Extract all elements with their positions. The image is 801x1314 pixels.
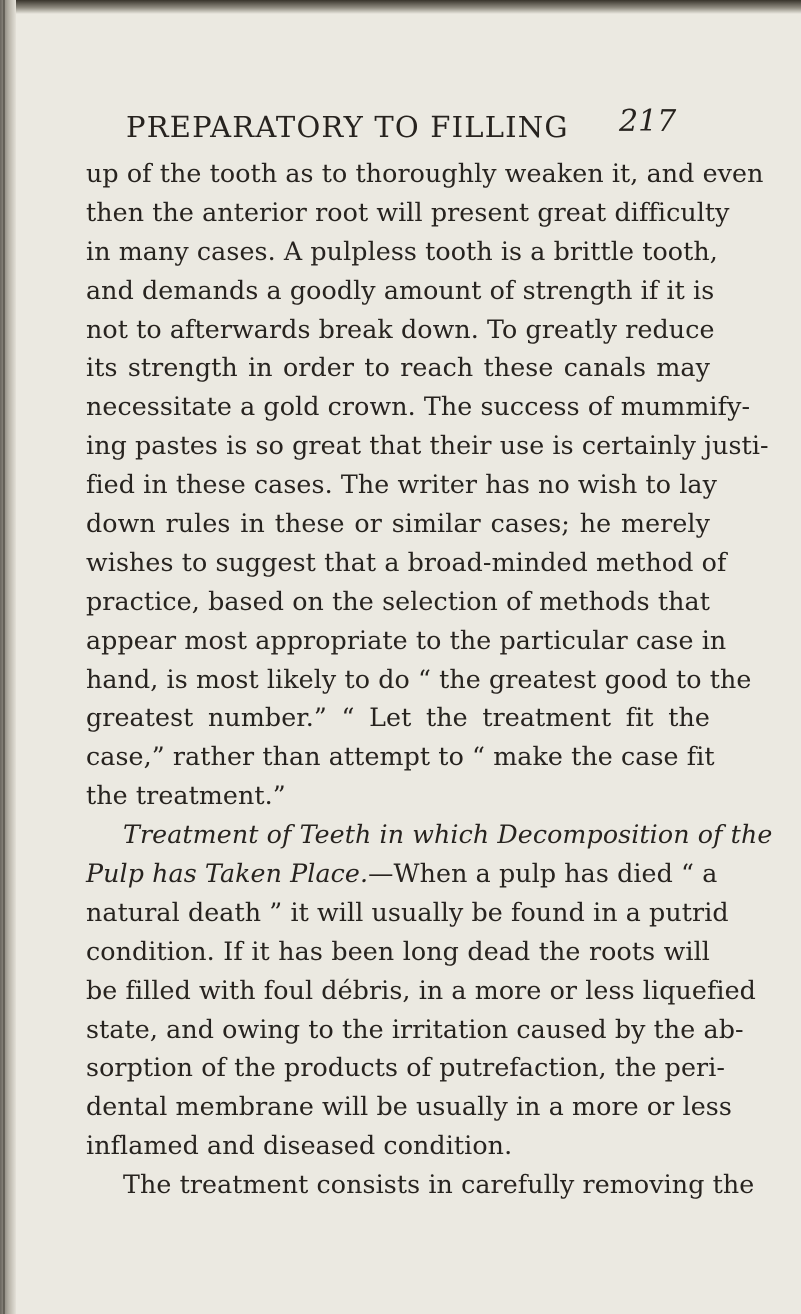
text-line: The treatment consists in carefully removing the	[123, 1170, 755, 1200]
page-top-shadow	[0, 0, 801, 14]
text-line: natural death ” it will usually be found in a putrid	[86, 897, 729, 927]
text-line: dental membrane will be usually in a more or less	[86, 1092, 732, 1122]
text-line: state, and owing to the irritation caused by the ab-	[86, 1014, 744, 1044]
text-line: its strength in order to reach these canals may	[86, 353, 710, 383]
text-line: not to afterwards break down. To greatly reduce	[86, 314, 715, 344]
text-line: ing pastes is so great that their use is certainly justi-	[86, 431, 769, 461]
text-line: greatest number.” “ Let the treatment fit the	[86, 703, 710, 733]
page-number: 217	[619, 104, 677, 139]
text-line: up of the tooth as to thoroughly weaken it, and even	[86, 159, 764, 188]
text-line: sorption of the products of putrefaction, the peri-	[86, 1053, 726, 1083]
page-header	[126, 104, 726, 148]
body-text	[86, 155, 773, 1205]
text-line: condition. If it has been long dead the roots will	[86, 936, 710, 966]
text-line: wishes to suggest that a broad-minded method of	[86, 547, 727, 577]
text-line: in many cases. A pulpless tooth is a brittle tooth,	[86, 236, 718, 266]
text-line: then the anterior root will present great difficulty	[86, 197, 730, 227]
text-line: down rules in these or similar cases; he merely	[86, 509, 710, 539]
text-line: inflamed and diseased condition.	[86, 1131, 513, 1161]
text-line: the treatment.”	[86, 781, 286, 811]
text-line: be filled with foul débris, in a more or less liquefied	[86, 975, 756, 1005]
text-line: necessitate a gold crown. The success of mummify-	[86, 392, 751, 422]
text-line: practice, based on the selection of methods that	[86, 586, 710, 616]
text-line: fied in these cases. The writer has no wish to lay	[86, 470, 717, 500]
section-heading-line: Treatment of Teeth in which Decomposition of the	[123, 820, 773, 850]
book-spine-line	[3, 0, 5, 1314]
text-line: hand, is most likely to do “ the greatest good to the	[86, 664, 752, 694]
text-line: and demands a goodly amount of strength if it is	[86, 275, 715, 305]
text-run: —When a pulp has died “ a	[368, 859, 718, 889]
text-line: case,” rather than attempt to “ make the case fit	[86, 742, 715, 772]
running-head: PREPARATORY TO FILLING	[126, 110, 569, 144]
section-heading-run-in	[86, 855, 718, 894]
text-line: appear most appropriate to the particular case in	[86, 625, 727, 655]
section-heading-end: Pulp has Taken Place.	[86, 859, 369, 889]
